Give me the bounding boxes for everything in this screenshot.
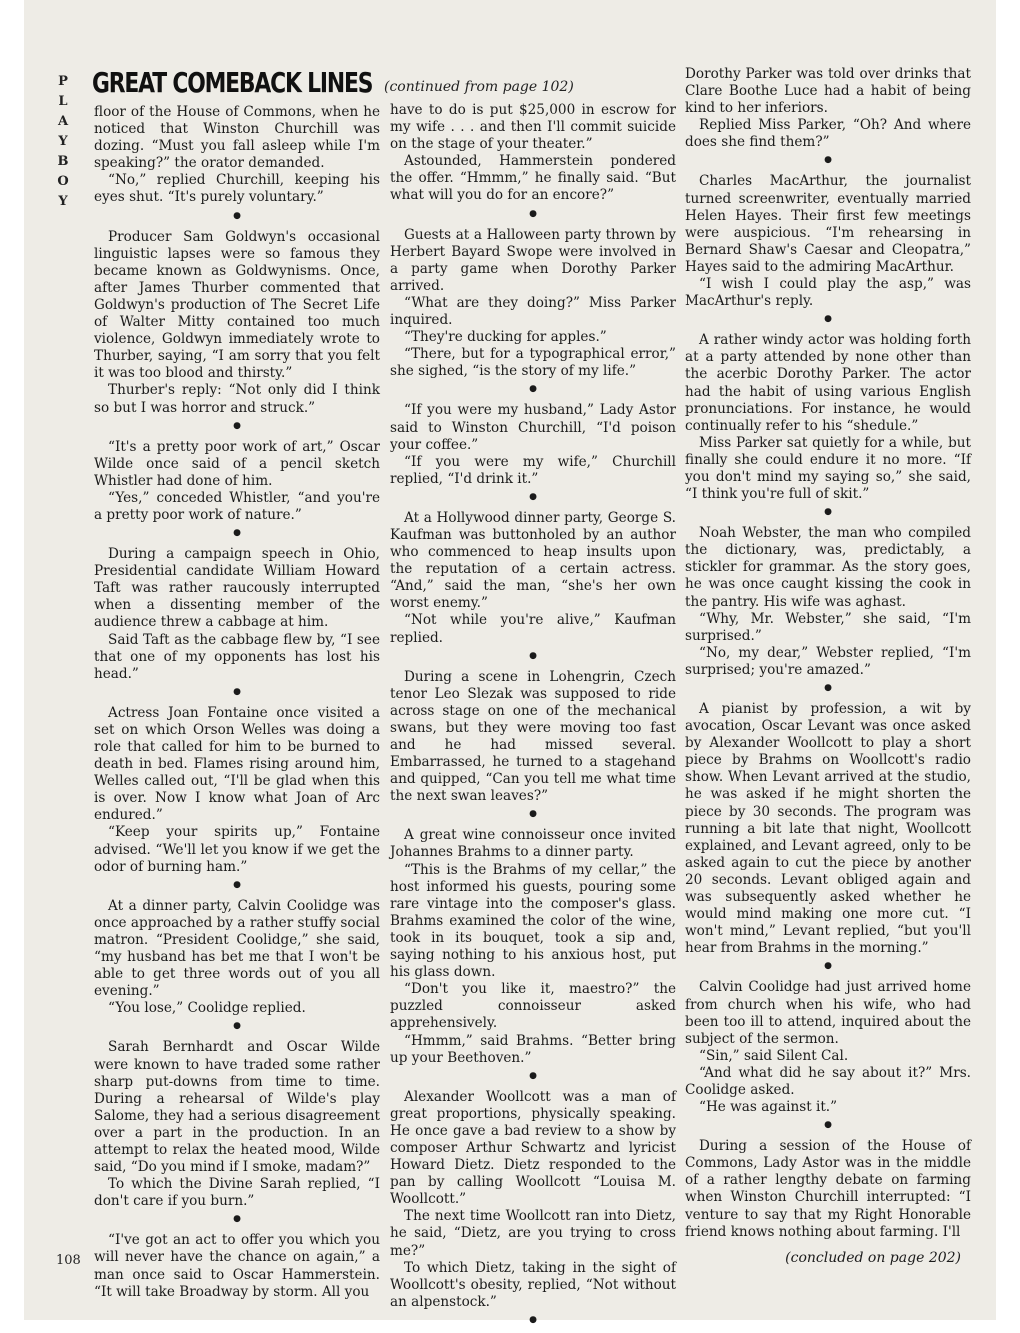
- section-bullet: ●: [529, 384, 537, 395]
- paragraph: “No, my dear,” Webster replied, “I'm surprised; you're amazed.”: [685, 644, 971, 678]
- section-bullet: ●: [824, 1120, 832, 1131]
- article-headline: GREAT COMEBACK LINES: [92, 66, 373, 99]
- section-bullet: ●: [529, 208, 537, 219]
- magazine-letter: Y: [58, 134, 68, 149]
- paragraph: “You lose,” Coolidge replied.: [108, 1000, 306, 1017]
- magazine-page: [24, 0, 996, 1325]
- paragraph: Astounded, Hammerstein pondered the offer. “Hmmm,” he finally said. “But what will you do for an encore?”: [390, 153, 676, 204]
- section-bullet: ●: [233, 686, 241, 697]
- section-bullet: ●: [529, 1314, 537, 1325]
- paragraph: “I've got an act to offer you which you will never have the chance on again,” a man once said to Oscar Hammerstein. “It will take Broadway by storm. All you: [94, 1232, 380, 1300]
- paragraph: To which the Divine Sarah replied, “I don't care if you burn.”: [94, 1176, 380, 1210]
- paragraph: “Keep your spirits up,” Fontaine advised. “We'll let you know if we get the odor of burning ham.”: [94, 824, 380, 875]
- magazine-letter: L: [58, 94, 68, 109]
- paragraph: Noah Webster, the man who compiled the dictionary, was, predictably, a stickler for grammar. As the story goes, he was once caught kissing the cook in the pantry. His wife was aghast.: [685, 525, 971, 610]
- paragraph: At a dinner party, Calvin Coolidge was once approached by a rather stuffy social matron. “President Coolidge,” she said, “my husband has bet me that I won't be able to get three words out of you all evening.”: [94, 897, 380, 1000]
- paragraph: Thurber's reply: “Not only did I think so but I was horror and struck.”: [94, 382, 380, 416]
- paragraph: During a session of the House of Commons, Lady Astor was in the middle of a rather lengthy debate on farming when Winston Churchill interrupted: “I venture to say that my Right Honorable friend knows nothing about farming. I'll: [685, 1138, 971, 1240]
- paragraph: A rather windy actor was holding forth at a party attended by none other than the acerbic Dorothy Parker. The actor had the habit of using various English pronunciations. For instance, he would continually refer to his “shedule.”: [685, 332, 971, 434]
- section-bullet: ●: [529, 1070, 537, 1081]
- concluded-on-note: (concluded on page 202): [785, 1250, 961, 1266]
- paragraph: have to do is put $25,000 in escrow for my wife . . . and then I'll commit suicide on the stage of your theater.”: [390, 102, 676, 153]
- paragraph: “Not while you're alive,” Kaufman replied.: [390, 612, 676, 646]
- paragraph: A great wine connoisseur once invited Johannes Brahms to a dinner party.: [390, 827, 676, 861]
- paragraph: Miss Parker sat quietly for a while, but finally she could endure it no more. “If you don't mind my saying so,” she said, “I think you're full of skit.”: [685, 434, 971, 503]
- paragraph: “They're ducking for apples.”: [404, 329, 607, 346]
- section-bullet: ●: [233, 420, 241, 431]
- magazine-letter: B: [57, 154, 69, 169]
- section-bullet: ●: [529, 809, 537, 820]
- paragraph: “He was against it.”: [699, 1099, 838, 1116]
- paragraph: Guests at a Halloween party thrown by Herbert Bayard Swope were involved in a party game when Dorothy Parker arrived.: [390, 226, 676, 294]
- magazine-letter: Y: [58, 194, 68, 209]
- magazine-letter: O: [57, 174, 69, 189]
- paragraph: Dorothy Parker was told over drinks that Clare Boothe Luce had a habit of being kind to her inferiors.: [685, 66, 971, 117]
- section-bullet: ●: [233, 1021, 241, 1032]
- paragraph: Sarah Bernhardt and Oscar Wilde were known to have traded some rather sharp put-downs from time to time. During a rehearsal of Wilde's play Salome, they had a serious disagreement over a part in the production. In an attempt to relax the heated mood, Wilde said, “Do you mind if I smoke, madam?”: [94, 1039, 380, 1176]
- paragraph: “It's a pretty poor work of art,” Oscar Wilde once said of a pencil sketch Whistler had done of him.: [94, 438, 380, 489]
- paragraph: Producer Sam Goldwyn's occasional linguistic lapses were so famous they became known as Goldwynisms. Once, after James Thurber commented that Goldwyn's production of The Secret Life of Walter Mitty contained too much violence, Goldwyn immediately wrote to Thurber, saying, “I am sorry that you felt it was too blood and thirsty.”: [94, 228, 380, 382]
- paragraph: “What are they doing?” Miss Parker inquired.: [390, 294, 676, 329]
- paragraph: “Hmmm,” said Brahms. “Better bring up your Beethoven.”: [390, 1032, 676, 1066]
- paragraph: “No,” replied Churchill, keeping his eyes shut. “It's purely voluntary.”: [94, 172, 380, 206]
- page-number: 108: [56, 1253, 81, 1268]
- section-bullet: ●: [233, 528, 241, 539]
- section-bullet: ●: [233, 1214, 241, 1225]
- section-bullet: ●: [233, 879, 241, 890]
- paragraph: Charles MacArthur, the journalist turned screenwriter, eventually married Helen Hayes. Their first few meetings were auspicious. “I'm rehearsing in Bernard Shaw's Caesar and Cleopatra,” Hayes said to the admiring MacArthur.: [685, 173, 971, 275]
- section-bullet: ●: [233, 210, 241, 221]
- paragraph: “There, but for a typographical error,” she sighed, “is the story of my life.”: [390, 346, 676, 380]
- section-bullet: ●: [529, 491, 537, 502]
- paragraph: “I wish I could play the asp,” was MacArthur's reply.: [685, 276, 971, 310]
- section-bullet: ●: [824, 155, 832, 166]
- paragraph: Alexander Woollcott was a man of great proportions, physically speaking. He once gave a bad review to a show by composer Arthur Schwartz and lyricist Howard Dietz. Dietz responded to the pan by calling Woollcott “Louisa M. Woollcott.”: [390, 1088, 676, 1208]
- section-bullet: ●: [824, 314, 832, 325]
- text-column-1: [94, 104, 380, 1300]
- paragraph: During a scene in Lohengrin, Czech tenor Leo Slezak was supposed to ride across stage on one of the mechanical swans, but they were moving too fast and he had missed several. Embarrassed, he turned to a stagehand and quipped, “Can you tell me what time the next swan leaves?”: [390, 668, 676, 805]
- magazine-name-vertical: [56, 72, 70, 212]
- paragraph: “Yes,” conceded Whistler, “and you're a pretty poor work of nature.”: [94, 489, 380, 523]
- paragraph: At a Hollywood dinner party, George S. Kaufman was buttonholed by an author who commenced to heap insults upon the reputation of a certain actress. “And,” said the man, “she's her own worst enemy.”: [390, 509, 676, 612]
- paragraph: “Sin,” said Silent Cal.: [699, 1047, 849, 1064]
- paragraph: “And what did he say about it?” Mrs. Coolidge asked.: [685, 1064, 971, 1098]
- magazine-letter: P: [58, 74, 68, 89]
- paragraph: “Why, Mr. Webster,” she said, “I'm surprised.”: [685, 610, 971, 644]
- section-bullet: ●: [529, 650, 537, 661]
- section-bullet: ●: [824, 683, 832, 693]
- section-bullet: ●: [824, 507, 832, 518]
- section-bullet: ●: [824, 961, 832, 972]
- paragraph: “This is the Brahms of my cellar,” the host informed his guests, pouring some rare vintage into the composer's glass. Brahms examined the color of the wine, took in its bouquet, took a sip and, saying nothing to his anxious host, put his glass down.: [390, 861, 676, 981]
- paragraph: Replied Miss Parker, “Oh? And where does she find them?”: [685, 117, 971, 151]
- text-column-2: [390, 102, 676, 1325]
- continued-from-note: (continued from page 102): [384, 79, 574, 95]
- paragraph: Actress Joan Fontaine once visited a set on which Orson Welles was doing a role that called for him to be burned to death in bed. Flames rising around him, Welles called out, “I'll be glad when this is over. Now I know what Joan of Arc endured.”: [94, 704, 380, 824]
- paragraph: During a campaign speech in Ohio, Presidential candidate William Howard Taft was rather raucously interrupted when a dissenting member of the audience threw a cabbage at him.: [94, 546, 380, 631]
- paragraph: To which Dietz, taking in the sight of Woollcott's obesity, replied, “Not without an alpenstock.”: [390, 1259, 676, 1310]
- paragraph: Calvin Coolidge had just arrived home from church when his wife, who had been too ill to attend, inquired about the subject of the sermon.: [685, 979, 971, 1047]
- paragraph: floor of the House of Commons, when he noticed that Winston Churchill was dozing. “Must you fall asleep while I'm speaking?” the orator demanded.: [94, 104, 380, 172]
- paragraph: “If you were my wife,” Churchill replied, “I'd drink it.”: [390, 453, 676, 487]
- paragraph: “Don't you like it, maestro?” the puzzled connoisseur asked apprehensively.: [390, 981, 676, 1032]
- paragraph: Said Taft as the cabbage flew by, “I see that one of my opponents has lost his head.”: [94, 631, 380, 682]
- paragraph: A pianist by profession, a wit by avocation, Oscar Levant was once asked by Alexander Woollcott to play a short piece by Brahms on Woollcott's radio show. When Levant arrived at the studio, he was asked if he might shorten the piece by 30 seconds. The program was running a bit late that night, Woollcott explained, and Levant agreed, only to be asked again to cut the piece by another 20 seconds. Levant obliged again and was subsequently asked whether he would mind making one more cut. “I won't mind,” Levant replied, “but you'll hear from Brahms in the morning.”: [685, 701, 971, 957]
- magazine-letter: A: [57, 114, 69, 129]
- paragraph: The next time Woollcott ran into Dietz, he said, “Dietz, are you trying to cross me?”: [390, 1208, 676, 1259]
- paragraph: “If you were my husband,” Lady Astor said to Winston Churchill, “I'd poison your coffee.”: [390, 402, 676, 453]
- text-column-3: [685, 66, 971, 1246]
